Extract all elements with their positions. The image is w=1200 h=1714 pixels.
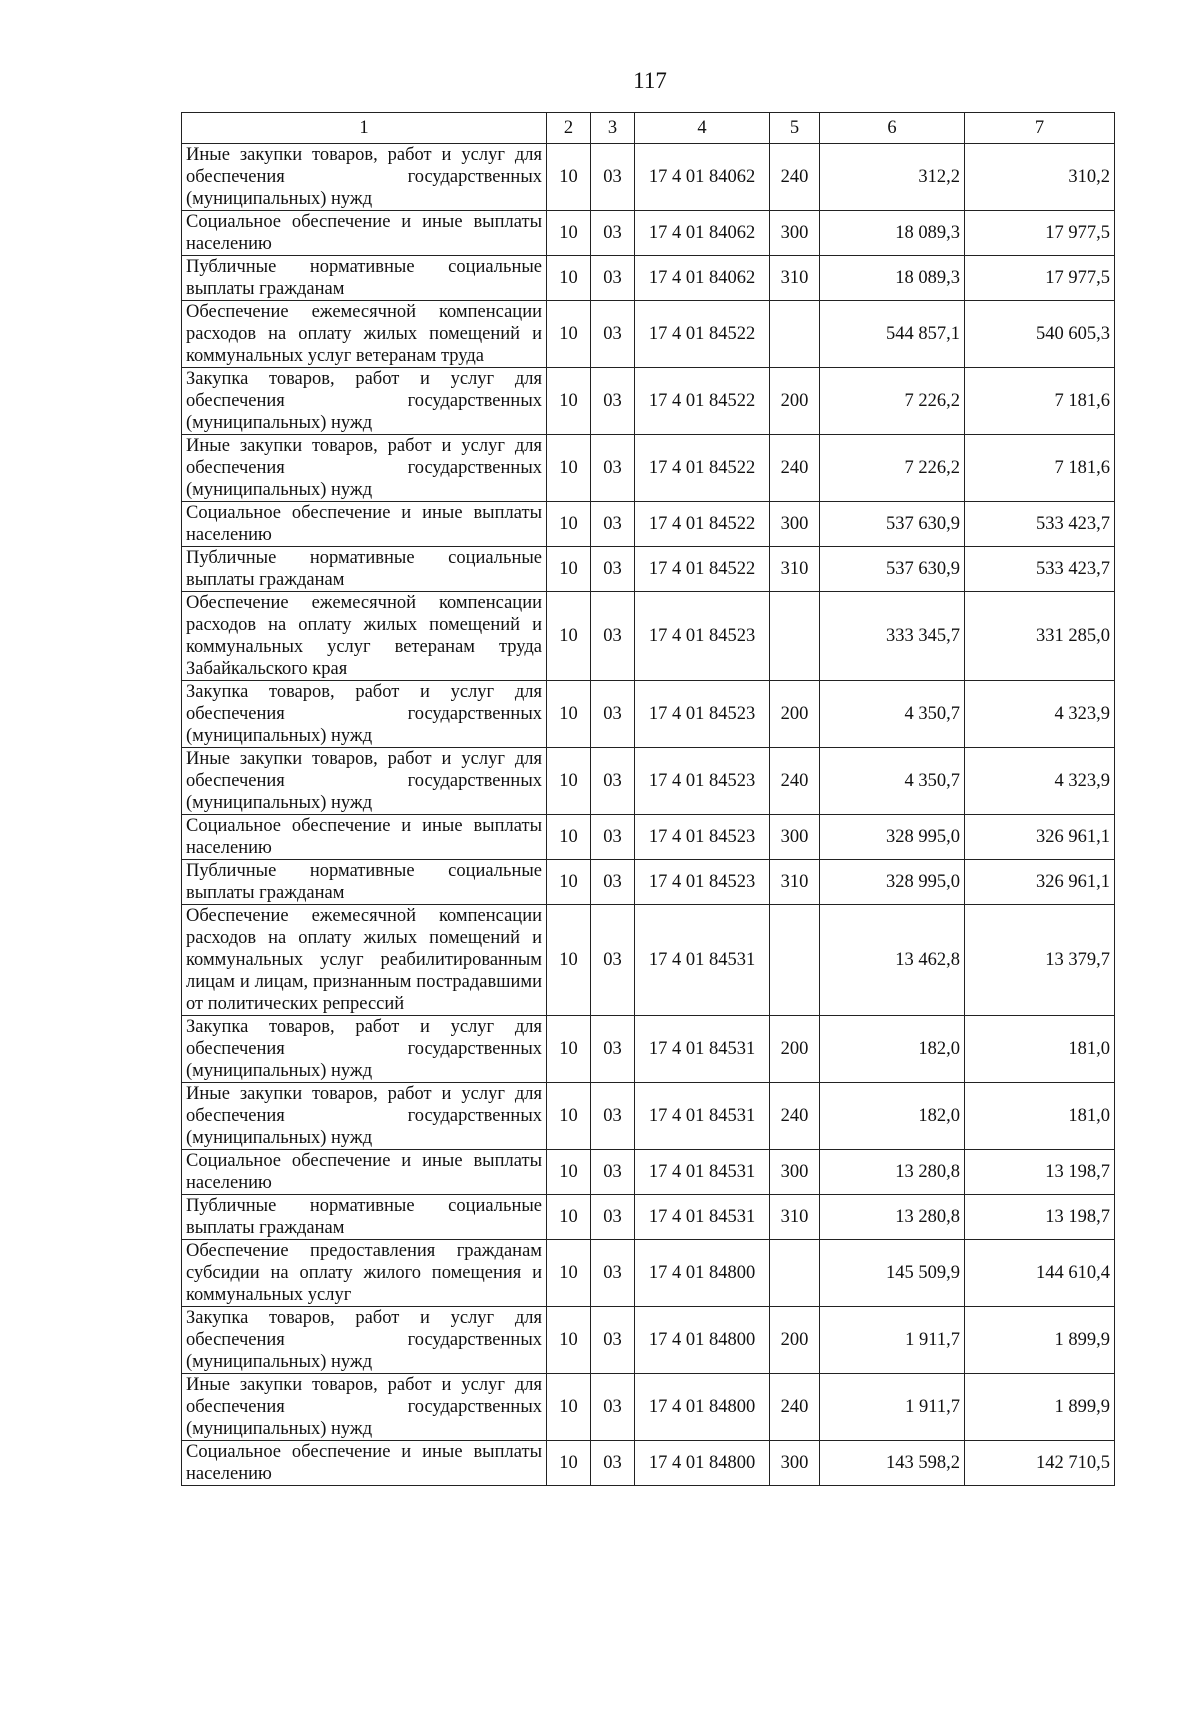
row-amount-col6: 328 995,0 bbox=[820, 815, 965, 860]
row-subsection: 03 bbox=[591, 368, 635, 435]
row-expense-type: 310 bbox=[770, 547, 820, 592]
row-section: 10 bbox=[547, 435, 591, 502]
header-col-6: 6 bbox=[820, 113, 965, 144]
row-amount-col7: 326 961,1 bbox=[965, 860, 1115, 905]
row-subsection: 03 bbox=[591, 1240, 635, 1307]
row-expense-type: 300 bbox=[770, 211, 820, 256]
row-section: 10 bbox=[547, 211, 591, 256]
row-amount-col6: 4 350,7 bbox=[820, 748, 965, 815]
row-description: Обеспечение ежемесячной компенсации расходов на оплату жилых помещений и коммунальных услуг реабилитированным лицам и лицам, признанным пострадавшими от политических репрессий bbox=[182, 905, 547, 1016]
table-row bbox=[182, 681, 1115, 748]
header-col-2: 2 bbox=[547, 113, 591, 144]
row-amount-col6: 328 995,0 bbox=[820, 860, 965, 905]
row-subsection: 03 bbox=[591, 815, 635, 860]
table-header bbox=[182, 113, 1115, 144]
row-target-code: 17 4 01 84531 bbox=[635, 1083, 770, 1150]
table-row bbox=[182, 1441, 1115, 1486]
row-amount-col7: 4 323,9 bbox=[965, 748, 1115, 815]
row-amount-col6: 4 350,7 bbox=[820, 681, 965, 748]
row-expense-type: 240 bbox=[770, 1083, 820, 1150]
row-description: Закупка товаров, работ и услуг для обеспечения государственных (муниципальных) нужд bbox=[182, 1016, 547, 1083]
row-expense-type: 300 bbox=[770, 1150, 820, 1195]
row-description: Иные закупки товаров, работ и услуг для обеспечения государственных (муниципальных) нужд bbox=[182, 1083, 547, 1150]
row-target-code: 17 4 01 84523 bbox=[635, 748, 770, 815]
row-section: 10 bbox=[547, 301, 591, 368]
row-target-code: 17 4 01 84531 bbox=[635, 905, 770, 1016]
header-col-5: 5 bbox=[770, 113, 820, 144]
row-expense-type: 200 bbox=[770, 681, 820, 748]
table-row bbox=[182, 435, 1115, 502]
row-amount-col7: 144 610,4 bbox=[965, 1240, 1115, 1307]
row-amount-col6: 333 345,7 bbox=[820, 592, 965, 681]
row-section: 10 bbox=[547, 681, 591, 748]
header-col-4: 4 bbox=[635, 113, 770, 144]
row-amount-col6: 1 911,7 bbox=[820, 1374, 965, 1441]
row-section: 10 bbox=[547, 1150, 591, 1195]
row-target-code: 17 4 01 84523 bbox=[635, 681, 770, 748]
row-subsection: 03 bbox=[591, 301, 635, 368]
row-subsection: 03 bbox=[591, 905, 635, 1016]
row-amount-col6: 537 630,9 bbox=[820, 502, 965, 547]
row-expense-type bbox=[770, 905, 820, 1016]
row-subsection: 03 bbox=[591, 1374, 635, 1441]
row-amount-col7: 1 899,9 bbox=[965, 1307, 1115, 1374]
table-row bbox=[182, 368, 1115, 435]
row-amount-col7: 142 710,5 bbox=[965, 1441, 1115, 1486]
table-row bbox=[182, 211, 1115, 256]
row-amount-col7: 533 423,7 bbox=[965, 547, 1115, 592]
row-amount-col6: 13 280,8 bbox=[820, 1195, 965, 1240]
row-amount-col6: 544 857,1 bbox=[820, 301, 965, 368]
row-amount-col7: 1 899,9 bbox=[965, 1374, 1115, 1441]
row-amount-col7: 331 285,0 bbox=[965, 592, 1115, 681]
table-row bbox=[182, 1016, 1115, 1083]
row-section: 10 bbox=[547, 502, 591, 547]
row-section: 10 bbox=[547, 1016, 591, 1083]
table-row bbox=[182, 905, 1115, 1016]
row-section: 10 bbox=[547, 815, 591, 860]
header-col-7: 7 bbox=[965, 113, 1115, 144]
table-body bbox=[182, 144, 1115, 1486]
row-description: Иные закупки товаров, работ и услуг для обеспечения государственных (муниципальных) нужд bbox=[182, 144, 547, 211]
row-amount-col7: 13 379,7 bbox=[965, 905, 1115, 1016]
row-subsection: 03 bbox=[591, 860, 635, 905]
row-target-code: 17 4 01 84522 bbox=[635, 301, 770, 368]
row-amount-col6: 143 598,2 bbox=[820, 1441, 965, 1486]
row-amount-col6: 182,0 bbox=[820, 1016, 965, 1083]
row-target-code: 17 4 01 84523 bbox=[635, 860, 770, 905]
row-section: 10 bbox=[547, 1441, 591, 1486]
row-description: Обеспечение ежемесячной компенсации расходов на оплату жилых помещений и коммунальных услуг ветеранам труда bbox=[182, 301, 547, 368]
row-amount-col7: 7 181,6 bbox=[965, 435, 1115, 502]
row-target-code: 17 4 01 84523 bbox=[635, 592, 770, 681]
row-target-code: 17 4 01 84800 bbox=[635, 1240, 770, 1307]
table-row bbox=[182, 1307, 1115, 1374]
table-row bbox=[182, 301, 1115, 368]
row-expense-type: 200 bbox=[770, 368, 820, 435]
row-target-code: 17 4 01 84062 bbox=[635, 144, 770, 211]
row-expense-type: 240 bbox=[770, 748, 820, 815]
row-section: 10 bbox=[547, 256, 591, 301]
row-target-code: 17 4 01 84522 bbox=[635, 435, 770, 502]
table-row bbox=[182, 1083, 1115, 1150]
row-section: 10 bbox=[547, 144, 591, 211]
row-description: Публичные нормативные социальные выплаты гражданам bbox=[182, 860, 547, 905]
row-target-code: 17 4 01 84522 bbox=[635, 368, 770, 435]
row-description: Публичные нормативные социальные выплаты гражданам bbox=[182, 1195, 547, 1240]
row-expense-type: 310 bbox=[770, 256, 820, 301]
row-amount-col7: 310,2 bbox=[965, 144, 1115, 211]
row-subsection: 03 bbox=[591, 435, 635, 502]
row-amount-col6: 537 630,9 bbox=[820, 547, 965, 592]
row-subsection: 03 bbox=[591, 256, 635, 301]
row-expense-type: 240 bbox=[770, 435, 820, 502]
row-expense-type: 310 bbox=[770, 860, 820, 905]
row-description: Закупка товаров, работ и услуг для обеспечения государственных (муниципальных) нужд bbox=[182, 1307, 547, 1374]
row-description: Социальное обеспечение и иные выплаты населению bbox=[182, 815, 547, 860]
row-amount-col6: 182,0 bbox=[820, 1083, 965, 1150]
row-description: Иные закупки товаров, работ и услуг для обеспечения государственных (муниципальных) нужд bbox=[182, 1374, 547, 1441]
row-target-code: 17 4 01 84522 bbox=[635, 547, 770, 592]
row-amount-col7: 181,0 bbox=[965, 1083, 1115, 1150]
row-description: Публичные нормативные социальные выплаты гражданам bbox=[182, 547, 547, 592]
row-description: Обеспечение ежемесячной компенсации расходов на оплату жилых помещений и коммунальных услуг ветеранам труда Забайкальского края bbox=[182, 592, 547, 681]
row-description: Социальное обеспечение и иные выплаты населению bbox=[182, 211, 547, 256]
table-row bbox=[182, 1150, 1115, 1195]
row-description: Иные закупки товаров, работ и услуг для обеспечения государственных (муниципальных) нужд bbox=[182, 748, 547, 815]
row-target-code: 17 4 01 84523 bbox=[635, 815, 770, 860]
table-row bbox=[182, 547, 1115, 592]
header-col-3: 3 bbox=[591, 113, 635, 144]
row-expense-type: 300 bbox=[770, 815, 820, 860]
row-expense-type: 200 bbox=[770, 1016, 820, 1083]
row-description: Закупка товаров, работ и услуг для обеспечения государственных (муниципальных) нужд bbox=[182, 368, 547, 435]
row-subsection: 03 bbox=[591, 592, 635, 681]
row-subsection: 03 bbox=[591, 1083, 635, 1150]
table-row bbox=[182, 815, 1115, 860]
row-expense-type: 310 bbox=[770, 1195, 820, 1240]
row-subsection: 03 bbox=[591, 502, 635, 547]
row-expense-type: 300 bbox=[770, 1441, 820, 1486]
row-description: Иные закупки товаров, работ и услуг для обеспечения государственных (муниципальных) нужд bbox=[182, 435, 547, 502]
row-amount-col7: 17 977,5 bbox=[965, 211, 1115, 256]
table-row bbox=[182, 748, 1115, 815]
row-section: 10 bbox=[547, 592, 591, 681]
row-amount-col6: 18 089,3 bbox=[820, 211, 965, 256]
row-amount-col6: 7 226,2 bbox=[820, 435, 965, 502]
table-row bbox=[182, 860, 1115, 905]
header-col-1: 1 bbox=[182, 113, 547, 144]
row-description: Социальное обеспечение и иные выплаты населению bbox=[182, 1441, 547, 1486]
row-target-code: 17 4 01 84800 bbox=[635, 1307, 770, 1374]
row-amount-col7: 13 198,7 bbox=[965, 1150, 1115, 1195]
table-row bbox=[182, 144, 1115, 211]
row-amount-col7: 7 181,6 bbox=[965, 368, 1115, 435]
table-row bbox=[182, 1195, 1115, 1240]
row-target-code: 17 4 01 84531 bbox=[635, 1150, 770, 1195]
row-subsection: 03 bbox=[591, 1016, 635, 1083]
row-amount-col7: 13 198,7 bbox=[965, 1195, 1115, 1240]
row-section: 10 bbox=[547, 1240, 591, 1307]
row-amount-col6: 312,2 bbox=[820, 144, 965, 211]
table-row bbox=[182, 502, 1115, 547]
row-subsection: 03 bbox=[591, 1307, 635, 1374]
table-row bbox=[182, 256, 1115, 301]
row-expense-type: 240 bbox=[770, 144, 820, 211]
row-section: 10 bbox=[547, 1374, 591, 1441]
row-amount-col7: 533 423,7 bbox=[965, 502, 1115, 547]
row-amount-col6: 145 509,9 bbox=[820, 1240, 965, 1307]
row-target-code: 17 4 01 84531 bbox=[635, 1195, 770, 1240]
row-section: 10 bbox=[547, 748, 591, 815]
row-description: Социальное обеспечение и иные выплаты населению bbox=[182, 1150, 547, 1195]
row-section: 10 bbox=[547, 1083, 591, 1150]
row-subsection: 03 bbox=[591, 144, 635, 211]
row-description: Закупка товаров, работ и услуг для обеспечения государственных (муниципальных) нужд bbox=[182, 681, 547, 748]
table-row bbox=[182, 1240, 1115, 1307]
header-row bbox=[182, 113, 1115, 144]
row-target-code: 17 4 01 84522 bbox=[635, 502, 770, 547]
row-subsection: 03 bbox=[591, 681, 635, 748]
row-subsection: 03 bbox=[591, 748, 635, 815]
row-expense-type: 200 bbox=[770, 1307, 820, 1374]
row-subsection: 03 bbox=[591, 547, 635, 592]
budget-table bbox=[181, 112, 1115, 1486]
row-section: 10 bbox=[547, 1307, 591, 1374]
page-number: 117 bbox=[633, 68, 667, 93]
row-description: Публичные нормативные социальные выплаты гражданам bbox=[182, 256, 547, 301]
row-amount-col6: 13 280,8 bbox=[820, 1150, 965, 1195]
table-row bbox=[182, 1374, 1115, 1441]
row-expense-type bbox=[770, 301, 820, 368]
row-target-code: 17 4 01 84062 bbox=[635, 211, 770, 256]
row-section: 10 bbox=[547, 860, 591, 905]
row-amount-col7: 326 961,1 bbox=[965, 815, 1115, 860]
row-expense-type: 300 bbox=[770, 502, 820, 547]
row-expense-type bbox=[770, 1240, 820, 1307]
row-expense-type bbox=[770, 592, 820, 681]
row-amount-col7: 17 977,5 bbox=[965, 256, 1115, 301]
row-section: 10 bbox=[547, 905, 591, 1016]
row-section: 10 bbox=[547, 547, 591, 592]
row-description: Обеспечение предоставления гражданам субсидии на оплату жилого помещения и коммунальных услуг bbox=[182, 1240, 547, 1307]
row-expense-type: 240 bbox=[770, 1374, 820, 1441]
table-row bbox=[182, 592, 1115, 681]
row-subsection: 03 bbox=[591, 211, 635, 256]
row-section: 10 bbox=[547, 1195, 591, 1240]
row-amount-col7: 4 323,9 bbox=[965, 681, 1115, 748]
row-description: Социальное обеспечение и иные выплаты населению bbox=[182, 502, 547, 547]
row-subsection: 03 bbox=[591, 1150, 635, 1195]
row-target-code: 17 4 01 84800 bbox=[635, 1374, 770, 1441]
row-target-code: 17 4 01 84531 bbox=[635, 1016, 770, 1083]
row-section: 10 bbox=[547, 368, 591, 435]
row-amount-col6: 18 089,3 bbox=[820, 256, 965, 301]
row-amount-col6: 7 226,2 bbox=[820, 368, 965, 435]
row-target-code: 17 4 01 84800 bbox=[635, 1441, 770, 1486]
row-amount-col7: 181,0 bbox=[965, 1016, 1115, 1083]
row-subsection: 03 bbox=[591, 1195, 635, 1240]
row-subsection: 03 bbox=[591, 1441, 635, 1486]
row-target-code: 17 4 01 84062 bbox=[635, 256, 770, 301]
row-amount-col7: 540 605,3 bbox=[965, 301, 1115, 368]
row-amount-col6: 13 462,8 bbox=[820, 905, 965, 1016]
row-amount-col6: 1 911,7 bbox=[820, 1307, 965, 1374]
